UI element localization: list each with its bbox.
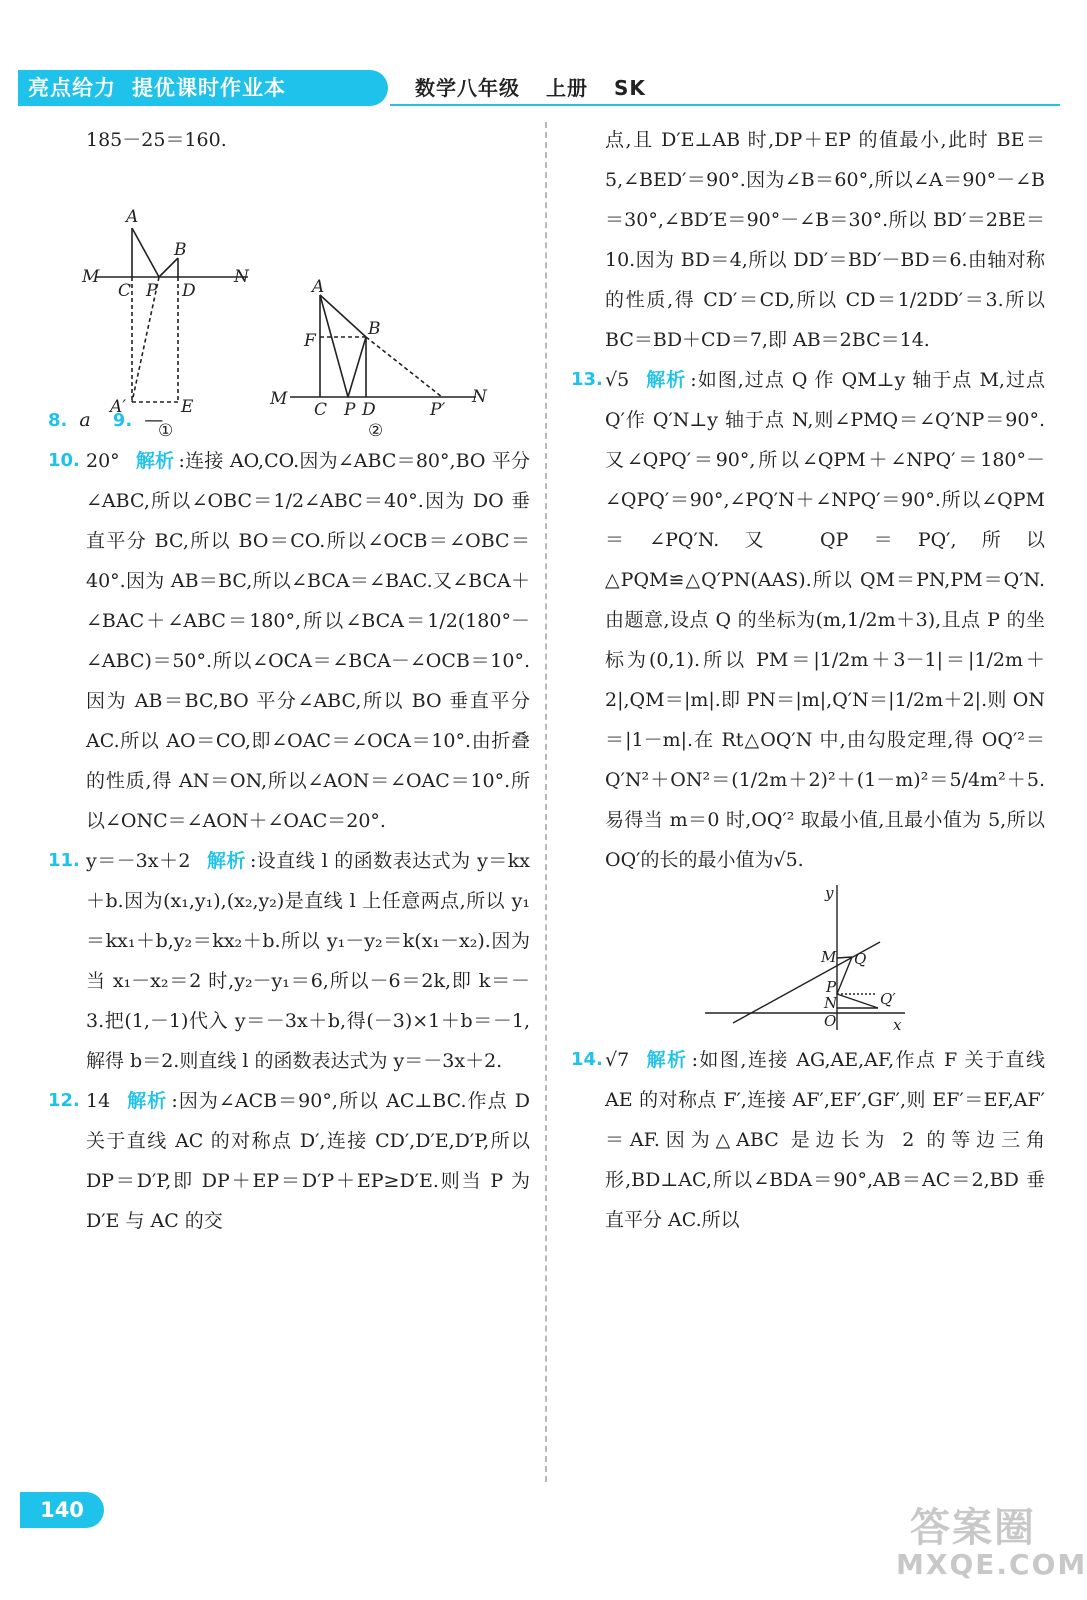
- fig3-label-o: O: [824, 1012, 837, 1030]
- segment-mq: [837, 957, 852, 958]
- column-divider: [545, 122, 547, 1482]
- q12-continued: 点,且 D′E⊥AB 时,DP＋EP 的值最小,此时 BE＝5,∠BED′＝90°.因为∠B＝60°,所以∠A＝90°－∠B＝30°,∠BD′E＝90°－∠B＝30°.所以 BD′＝2BE＝10.因为 BD＝4,所以 DD′＝BD′－BD＝6.由轴对称的性质,得 CD′＝CD,所以 CD＝1/2DD′＝3.所以 BC＝BD＋CD＝7,即 AB＝2BC＝14.: [605, 129, 1045, 351]
- q12-number: 12.: [48, 1090, 80, 1111]
- q14-tag: 解析: [645, 1049, 688, 1071]
- q11-answer: y＝－3x＋2: [86, 850, 191, 872]
- fig1-label-m: M: [82, 267, 100, 287]
- geometry-figures: [38, 160, 530, 441]
- q9-answer: —: [144, 409, 164, 431]
- q14-text: :如图,连接 AG,AE,AF,作点 F 关于直线 AE 的对称点 F′,连接 AF′,EF′,GF′,则 EF′＝EF,AF′＝AF.因为△ABC 是边长为 2 的等边三角形,BD⊥AC,所以∠BDA＝90°,AB＝AC＝2,BD 垂直平分 AC.所以: [605, 1049, 1045, 1231]
- fig3-label-p: P: [826, 978, 837, 996]
- segment-bp-2: [348, 337, 366, 397]
- segment-pq: [837, 957, 852, 994]
- fig3-label-q-prime: Q′: [880, 990, 896, 1008]
- edition: SK: [614, 76, 646, 100]
- segment-bp1-2: [366, 337, 442, 397]
- q8-q9-answers: [38, 400, 530, 441]
- q7-result-line: 185－25＝160.: [86, 129, 227, 151]
- fig1-label-a1: A′: [110, 397, 127, 417]
- segment-pq1: [837, 994, 878, 1008]
- q10-number: 10.: [48, 450, 80, 471]
- q13-number: 13.: [571, 369, 603, 390]
- left-column: [38, 120, 530, 1241]
- q10-solution: [38, 441, 530, 841]
- fig2-label-d: D: [362, 400, 376, 420]
- fig2-label-b: B: [368, 319, 381, 339]
- fig1-caption: ①: [158, 421, 174, 441]
- axis-label-x: x: [893, 1016, 902, 1034]
- segment-ap-2: [320, 295, 348, 397]
- fig2-label-m: M: [270, 389, 288, 409]
- brand-name: 亮点给力: [28, 76, 116, 100]
- q13-text: :如图,过点 Q 作 QM⊥y 轴于点 M,过点 Q′作 Q′N⊥y 轴于点 N,则∠PMQ＝∠Q′NP＝90°.又∠QPQ′＝90°,所以∠QPM＋∠NPQ′＝180°－∠QPQ′＝90°,∠PQ′N＋∠NPQ′＝90°.所以∠QPM＝∠PQ′N.又 QP＝PQ′,所以△PQM≌△Q′PN(AAS).所以 QM＝PN,PM＝Q′N.由题意,设点 Q 的坐标为(m,1/2m＋3),且点 P 的坐标为(0,1).所以 PM＝|1/2m＋3－1|＝|1/2m＋2|,QM＝|m|.即 PN＝|m|,Q′N＝|1/2m＋2|.则 ON＝|1－m|.在 Rt△OQ′N 中,由勾股定理,得 OQ′²＝Q′N²＋ON²＝(1/2m＋2)²＋(1－m)²＝5/4m²＋5.易得当 m＝0 时,OQ′² 取最小值,且最小值为 5,所以 OQ′的长的最小值为√5.: [605, 369, 1045, 871]
- page-header: [0, 70, 1077, 106]
- header-rule: [390, 104, 1060, 106]
- fig1-label-p: P: [146, 281, 158, 301]
- subject: 数学八年级: [415, 76, 520, 100]
- q12-solution: [38, 1081, 530, 1241]
- book-info: [415, 70, 672, 106]
- segment-ap: [132, 228, 159, 277]
- watermark: [890, 1490, 1087, 1590]
- fig1-label-d: D: [182, 281, 196, 301]
- q8-answer: a: [79, 409, 91, 431]
- fig1-label-n: N: [234, 267, 249, 287]
- fig1-label-c: C: [118, 281, 132, 301]
- q14-solution: [571, 1040, 1045, 1240]
- fig1-label-e: E: [181, 397, 194, 417]
- q10-tag: 解析: [135, 450, 175, 472]
- fig2-label-c: C: [314, 400, 328, 420]
- q13-tag: 解析: [645, 369, 687, 391]
- q10-answer: 20°: [86, 450, 120, 472]
- fig2-label-a: A: [312, 277, 325, 297]
- series-name: 提优课时作业本: [132, 76, 286, 100]
- right-column: [571, 120, 1045, 1240]
- watermark-top: 答案圈: [910, 1505, 1036, 1551]
- q14-number: 14.: [571, 1049, 603, 1070]
- q9-number: 9.: [112, 410, 133, 431]
- figures-row: [38, 160, 530, 441]
- q14-answer: √7: [605, 1049, 630, 1071]
- q11-solution: [38, 841, 530, 1081]
- fig2-caption: ②: [368, 421, 384, 441]
- fig3-label-m: M: [821, 948, 837, 966]
- q11-number: 11.: [48, 850, 80, 871]
- fig2-label-f: F: [304, 331, 316, 351]
- q12-text: :因为∠ACB＝90°,所以 AC⊥BC.作点 D 关于直线 AC 的对称点 D′,连接 CD′,D′E,D′P,所以 DP＝D′P,即 DP＋EP＝D′P＋EP≥D′E.则当 P 为 D′E 与 AC 的交: [86, 1090, 530, 1232]
- watermark-bottom: MXQE.COM: [896, 1548, 1087, 1581]
- fig2-label-n: N: [472, 387, 487, 407]
- fig1-label-a: A: [126, 207, 139, 227]
- fig2-label-p-prime: P′: [430, 400, 446, 420]
- axis-label-y: y: [825, 884, 834, 902]
- fig3-label-n: N: [824, 994, 838, 1012]
- fig1-label-b: B: [174, 240, 187, 260]
- fig2-label-p: P: [344, 400, 356, 420]
- q13-solution: [571, 360, 1045, 880]
- q10-text: :连接 AO,CO.因为∠ABC＝80°,BO 平分∠ABC,所以∠OBC＝1/2∠ABC＝40°.因为 DO 垂直平分 BC,所以 BO＝CO.所以∠OCB＝∠OBC＝40°.因为 AB＝BC,所以∠BCA＝∠BAC.又∠BCA＋∠BAC＋∠ABC＝180°,所以∠BCA＝1/2(180°－∠ABC)＝50°.所以∠OCA＝∠BCA－∠OCB＝10°.因为 AB＝BC,BO 平分∠ABC,所以 BO 垂直平分 AC.所以 AO＝CO,即∠OAC＝∠OCA＝10°.由折叠的性质,得 AN＝ON,所以∠AON＝∠OAC＝10°.所以∠ONC＝∠AON＋∠OAC＝20°.: [86, 450, 530, 832]
- q11-tag: 解析: [206, 850, 246, 872]
- q11-text: :设直线 l 的函数表达式为 y＝kx＋b.因为(x₁,y₁),(x₂,y₂)是直线 l 上任意两点,所以 y₁＝kx₁＋b,y₂＝kx₂＋b.所以 y₁－y₂＝k(x₁－x₂).因为当 x₁－x₂＝2 时,y₂－y₁＝6,所以－6＝2k,即 k＝－3.把(1,－1)代入 y＝－3x＋b,得(－3)×1＋b＝－1,解得 b＝2.则直线 l 的函数表达式为 y＝－3x＋2.: [86, 850, 530, 1072]
- page-number: 140: [20, 1492, 104, 1528]
- q12-tag: 解析: [126, 1090, 168, 1112]
- q12-answer: 14: [86, 1090, 111, 1112]
- volume: 上册: [546, 76, 588, 100]
- fig3-label-q: Q: [854, 950, 867, 968]
- coordinate-figure: [575, 880, 1045, 1040]
- q13-answer: √5: [605, 369, 630, 391]
- q8-number: 8.: [48, 410, 68, 431]
- q13-coordinate-diagram: [575, 880, 1045, 1040]
- segment-pb: [159, 258, 178, 277]
- segment-ab-2: [320, 295, 366, 337]
- brand-banner: [18, 70, 388, 106]
